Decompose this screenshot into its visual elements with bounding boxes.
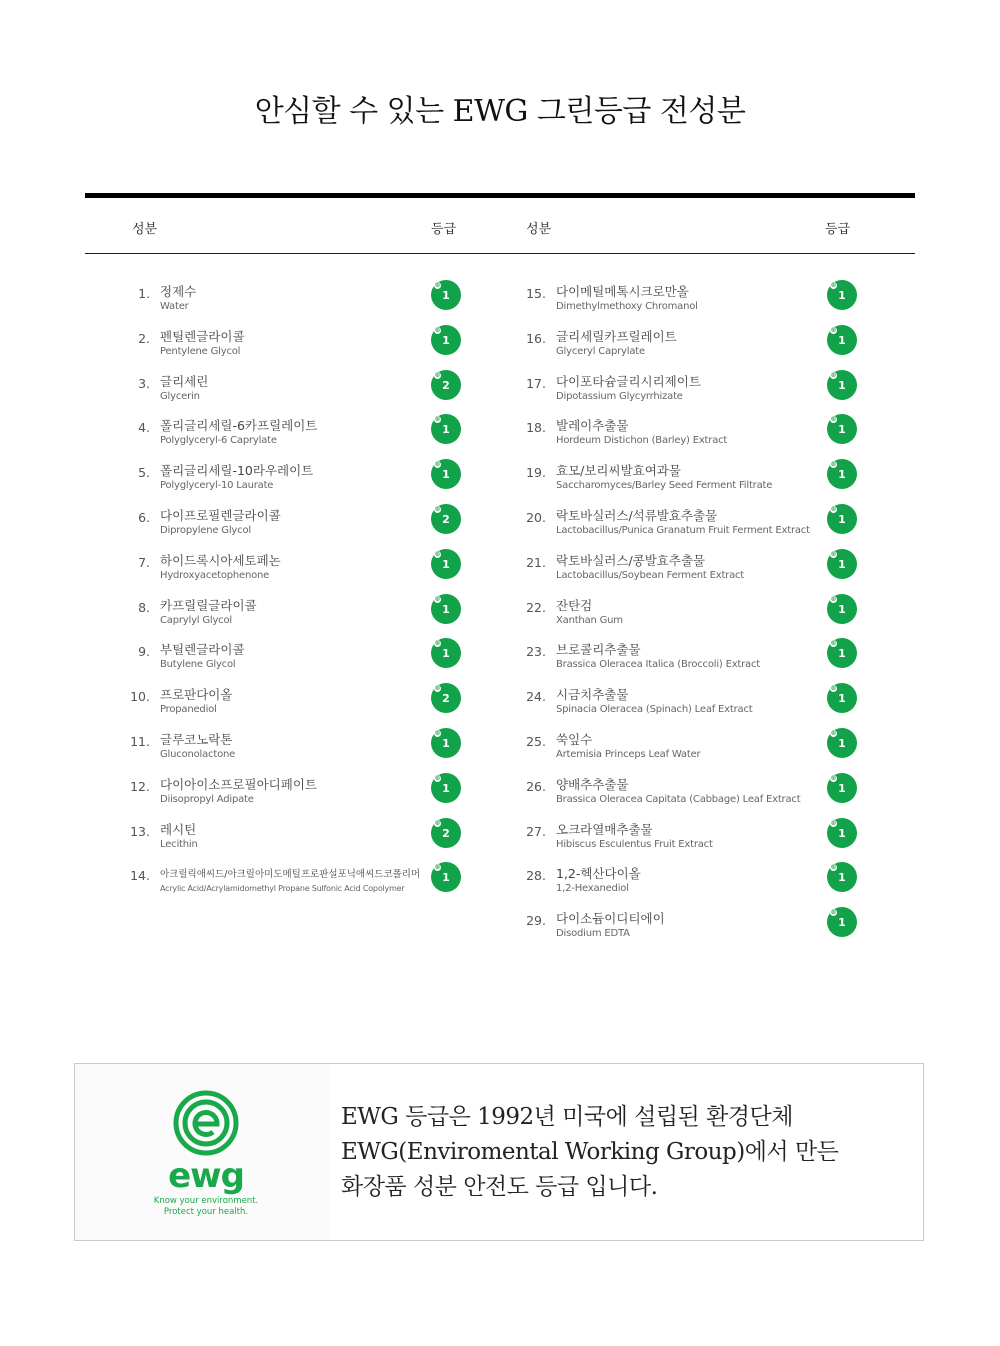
- registered-mark-icon: ®: [434, 461, 441, 469]
- ingredient-list-right: [506, 278, 846, 950]
- ingredient-row: [506, 860, 846, 905]
- registered-mark-icon: ®: [434, 282, 441, 289]
- ingredient-row: [506, 457, 846, 502]
- ewg-grade-badge: [431, 414, 461, 444]
- ingredient-row: [110, 726, 450, 771]
- ewg-grade-badge: [827, 683, 857, 713]
- registered-mark-icon: ®: [434, 864, 441, 872]
- ingredient-number: 2.: [138, 330, 150, 346]
- header-grade-right: 등급: [825, 222, 851, 237]
- ewg-grade-badge: [827, 594, 857, 624]
- ewg-grade-badge: [431, 728, 461, 758]
- ingredient-korean-name: 폴리글리세릴-10라우레이트: [160, 463, 314, 479]
- ewg-tagline: [75, 1196, 337, 1218]
- ewg-grade-badge: [431, 370, 461, 400]
- ewg-grade-value: 1: [838, 781, 846, 795]
- ewg-description-line: EWG 등급은 1992년 미국에 설립된 환경단체: [341, 1104, 793, 1130]
- registered-mark-icon: ®: [434, 371, 441, 379]
- ingredient-inci-name: Spinacia Oleracea (Spinach) Leaf Extract: [556, 704, 753, 716]
- ingredient-inci-name: Dimethylmethoxy Chromanol: [556, 301, 698, 312]
- ingredient-row: [506, 681, 846, 726]
- ewg-grade-value: 1: [838, 826, 846, 840]
- ewg-tagline-line: Protect your health.: [163, 1207, 249, 1217]
- ingredient-inci-name: Water: [160, 301, 189, 312]
- ewg-grade-value: 2: [442, 826, 450, 840]
- ewg-grade-value: 2: [442, 378, 450, 392]
- ingredient-inci-name: Saccharomyces/Barley Seed Ferment Filtrate: [556, 480, 773, 492]
- ingredient-korean-name: 발레이추출물: [556, 418, 629, 434]
- ingredient-inci-name: Lactobacillus/Soybean Ferment Extract: [556, 569, 745, 581]
- registered-mark-icon: ®: [434, 416, 441, 424]
- ingredient-inci-name: Caprylyl Glycol: [160, 614, 232, 626]
- ewg-grade-value: 1: [838, 871, 846, 885]
- ewg-logo: [75, 1064, 331, 1240]
- ingredient-row: [506, 412, 846, 457]
- ingredient-number: 25.: [526, 733, 546, 749]
- ewg-e-logo-icon: [173, 1090, 239, 1156]
- ingredient-number: 15.: [526, 286, 546, 301]
- ingredient-row: [110, 323, 450, 368]
- ewg-grade-badge: [431, 504, 461, 534]
- registered-mark-icon: ®: [830, 550, 837, 558]
- ingredient-number: 22.: [526, 599, 546, 615]
- ewg-grade-badge: [827, 728, 857, 758]
- ingredient-row: [110, 636, 450, 681]
- ingredient-korean-name: 1,2-헥산다이올: [556, 866, 641, 882]
- ingredient-number: 8.: [138, 599, 150, 615]
- ingredient-korean-name: 락토바실러스/콩발효추출물: [556, 552, 706, 568]
- ingredient-korean-name: 글루코노락톤: [160, 731, 233, 747]
- page-title: 안심할 수 있는 EWG 그린등급 전성분: [254, 94, 746, 129]
- ewg-grade-badge: [431, 325, 461, 355]
- ingredient-inci-name: Hordeum Distichon (Barley) Extract: [556, 435, 728, 447]
- ingredient-korean-name: 펜틸렌글라이콜: [160, 328, 245, 344]
- ewg-grade-badge: [827, 414, 857, 444]
- ingredient-row: [110, 502, 450, 547]
- ingredient-korean-name: 다이프로필렌글라이콜: [160, 507, 281, 523]
- ingredient-number: 17.: [526, 375, 546, 391]
- ingredient-number: 1.: [138, 286, 150, 301]
- ingredient-row: [110, 860, 450, 905]
- ingredient-row: [506, 592, 846, 637]
- registered-mark-icon: ®: [830, 282, 837, 289]
- ewg-grade-value: 1: [838, 557, 846, 571]
- ewg-grade-badge: [431, 549, 461, 579]
- ingredient-inci-name: Butylene Glycol: [160, 659, 236, 671]
- ingredient-korean-name: 다이메틸메톡시크로만올: [556, 284, 689, 299]
- ingredient-inci-name: Brassica Oleracea Capitata (Cabbage) Leaf Extract: [556, 793, 801, 805]
- ingredient-inci-name: Lactobacillus/Punica Granatum Fruit Ferment Extract: [556, 524, 810, 536]
- ingredient-inci-name: Brassica Oleracea Italica (Broccoli) Extract: [556, 659, 760, 671]
- registered-mark-icon: ®: [830, 819, 837, 827]
- ingredient-list-left: [110, 278, 450, 905]
- header-ingredient-right: 성분: [526, 222, 552, 237]
- ewg-grade-value: 1: [442, 647, 450, 661]
- ingredient-number: 28.: [526, 868, 546, 884]
- ewg-grade-value: 1: [838, 736, 846, 750]
- ewg-grade-badge: [827, 638, 857, 668]
- ewg-grade-badge: [827, 862, 857, 892]
- ewg-grade-badge: [827, 370, 857, 400]
- ingredient-row: [506, 726, 846, 771]
- ingredient-number: 16.: [526, 330, 546, 346]
- ewg-grade-value: 2: [442, 692, 450, 706]
- ingredient-row: [110, 278, 450, 323]
- registered-mark-icon: ®: [434, 505, 441, 513]
- ewg-grade-value: 1: [838, 333, 846, 347]
- ewg-grade-badge: [827, 280, 857, 310]
- ingredient-number: 9.: [138, 644, 150, 660]
- ingredient-inci-name: Hibiscus Esculentus Fruit Extract: [556, 838, 713, 850]
- ingredient-korean-name: 브로콜리추출물: [556, 642, 641, 658]
- ewg-grade-value: 1: [442, 468, 450, 482]
- ewg-grade-value: 1: [838, 602, 846, 616]
- ingredient-korean-name: 정제수: [160, 284, 197, 299]
- ewg-info-box: [74, 1063, 924, 1241]
- ewg-grade-value: 1: [838, 647, 846, 661]
- ingredient-number: 4.: [138, 420, 150, 436]
- ewg-grade-badge: [827, 459, 857, 489]
- ingredient-korean-name: 양배추추출물: [556, 776, 629, 792]
- ewg-grade-badge: [431, 818, 461, 848]
- ingredient-row: [110, 592, 450, 637]
- ingredient-number: 13.: [130, 823, 150, 839]
- ingredient-korean-name: 글리세린: [160, 373, 209, 389]
- ingredient-number: 29.: [526, 913, 546, 929]
- ingredient-inci-name: Hydroxyacetophenone: [160, 569, 270, 581]
- ingredient-number: 19.: [526, 465, 546, 481]
- ewg-grade-badge: [431, 280, 461, 310]
- ewg-grade-badge: [827, 549, 857, 579]
- ewg-grade-value: 1: [838, 289, 846, 302]
- ingredient-row: [506, 771, 846, 816]
- registered-mark-icon: ®: [434, 640, 441, 648]
- ingredient-inci-name: Polyglyceryl-10 Laurate: [160, 480, 274, 492]
- ingredient-number: 10.: [130, 689, 150, 705]
- ewg-grade-badge: [827, 325, 857, 355]
- ingredient-number: 21.: [526, 554, 546, 570]
- ingredient-korean-name: 아크릴릭애씨드/아크릴아미도메틸프로판설포닉애씨드코폴리머: [160, 869, 421, 881]
- ingredient-inci-name: Polyglyceryl-6 Caprylate: [160, 435, 277, 447]
- ingredient-korean-name: 레시틴: [160, 821, 197, 837]
- registered-mark-icon: ®: [434, 729, 441, 737]
- ingredient-inci-name: Dipropylene Glycol: [160, 524, 251, 536]
- registered-mark-icon: ®: [434, 326, 441, 334]
- registered-mark-icon: ®: [830, 371, 837, 379]
- ingredient-row: [506, 547, 846, 592]
- ingredient-inci-name: Dipotassium Glycyrrhizate: [556, 390, 683, 402]
- ingredient-inci-name: Diisopropyl Adipate: [160, 793, 254, 805]
- ingredient-korean-name: 효모/보리씨발효여과물: [556, 463, 681, 479]
- registered-mark-icon: ®: [830, 774, 837, 782]
- table-top-rule: [85, 193, 915, 198]
- ewg-grade-value: 1: [442, 289, 450, 302]
- ingredient-korean-name: 다이소듐이디티에이: [556, 911, 665, 927]
- ingredient-korean-name: 잔탄검: [556, 597, 593, 613]
- ingredient-row: [506, 905, 846, 950]
- ingredient-row: [506, 368, 846, 413]
- ingredient-row: [110, 457, 450, 502]
- ingredient-korean-name: 다이아이소프로필아디페이트: [160, 776, 317, 792]
- ingredient-korean-name: 프로판다이올: [160, 687, 233, 703]
- ingredient-number: 5.: [138, 465, 150, 481]
- ingredient-korean-name: 락토바실러스/석류발효추출물: [556, 507, 718, 523]
- registered-mark-icon: ®: [434, 685, 441, 693]
- ewg-grade-badge: [827, 907, 857, 937]
- ingredient-row: [506, 636, 846, 681]
- ingredient-row: [506, 323, 846, 368]
- ewg-grade-value: 1: [442, 871, 450, 885]
- ingredient-inci-name: Gluconolactone: [160, 748, 236, 760]
- registered-mark-icon: ®: [830, 326, 837, 334]
- ingredient-inci-name: Artemisia Princeps Leaf Water: [556, 748, 701, 760]
- ewg-grade-value: 1: [838, 916, 846, 930]
- registered-mark-icon: ®: [830, 864, 837, 872]
- registered-mark-icon: ®: [830, 595, 837, 603]
- ewg-tagline-line: Know your environment.: [153, 1196, 259, 1206]
- registered-mark-icon: ®: [434, 550, 441, 558]
- ewg-grade-badge: [827, 504, 857, 534]
- ewg-grade-badge: [827, 773, 857, 803]
- registered-mark-icon: ®: [830, 461, 837, 469]
- ewg-wordmark: ewg: [168, 1156, 244, 1196]
- ingredient-inci-name: Lecithin: [160, 838, 198, 850]
- ingredient-korean-name: 다이포타슘글리시리제이트: [556, 373, 701, 389]
- ingredient-inci-name: 1,2-Hexanediol: [556, 883, 629, 895]
- ewg-grade-value: 1: [442, 423, 450, 437]
- ingredient-number: 26.: [526, 778, 546, 794]
- ingredient-korean-name: 폴리글리세릴-6카프릴레이트: [160, 418, 318, 434]
- ewg-grade-badge: [431, 773, 461, 803]
- ingredient-inci-name: Glycerin: [160, 390, 200, 402]
- ingredient-number: 18.: [526, 420, 546, 436]
- ingredient-row: [110, 368, 450, 413]
- ingredient-number: 7.: [138, 554, 150, 570]
- ewg-grade-badge: [431, 683, 461, 713]
- ingredient-row: [110, 771, 450, 816]
- header-grade-left: 등급: [431, 222, 457, 237]
- ingredient-inci-name: Xanthan Gum: [556, 614, 623, 626]
- ingredient-korean-name: 쑥잎수: [556, 731, 593, 747]
- ewg-grade-value: 1: [838, 468, 846, 482]
- registered-mark-icon: ®: [434, 819, 441, 827]
- ewg-description-line: EWG(Enviromental Working Group)에서 만든: [341, 1139, 839, 1165]
- ingredient-number: 24.: [526, 689, 546, 705]
- registered-mark-icon: ®: [830, 729, 837, 737]
- ingredient-inci-name: Glyceryl Caprylate: [556, 345, 645, 357]
- ewg-description: [341, 1100, 838, 1205]
- table-header-rule: [85, 253, 915, 254]
- registered-mark-icon: ®: [830, 416, 837, 424]
- ingredient-number: 23.: [526, 644, 546, 660]
- registered-mark-icon: ®: [830, 640, 837, 648]
- ewg-grade-value: 1: [442, 602, 450, 616]
- ingredient-inci-name: Propanediol: [160, 704, 217, 716]
- ewg-grade-value: 2: [442, 512, 450, 526]
- ingredient-number: 27.: [526, 823, 546, 839]
- ingredient-row: [506, 502, 846, 547]
- ingredient-row: [110, 681, 450, 726]
- ewg-grade-value: 1: [442, 736, 450, 750]
- ingredient-inci-name: Acrylic Acid/Acrylamidomethyl Propane Sulfonic Acid Copolymer: [160, 884, 405, 894]
- registered-mark-icon: ®: [830, 685, 837, 693]
- ingredient-korean-name: 글리세릴카프릴레이트: [556, 328, 677, 344]
- ewg-grade-badge: [827, 818, 857, 848]
- ingredient-row: [506, 278, 846, 323]
- registered-mark-icon: ®: [434, 774, 441, 782]
- ingredient-number: 20.: [526, 509, 546, 525]
- ingredient-row: [506, 816, 846, 861]
- registered-mark-icon: ®: [830, 505, 837, 513]
- ewg-grade-value: 1: [442, 781, 450, 795]
- ingredient-inci-name: Pentylene Glycol: [160, 345, 241, 357]
- ingredient-number: 12.: [130, 778, 150, 794]
- ewg-grade-badge: [431, 594, 461, 624]
- ingredient-row: [110, 412, 450, 457]
- ingredient-korean-name: 오크라열매추출물: [556, 821, 653, 837]
- ewg-grade-badge: [431, 862, 461, 892]
- ewg-grade-value: 1: [838, 378, 846, 392]
- ewg-grade-value: 1: [442, 333, 450, 347]
- ingredient-number: 6.: [138, 509, 150, 525]
- ingredient-korean-name: 하이드록시아세토페논: [160, 552, 281, 568]
- ewg-description-line: 화장품 성분 안전도 등급 입니다.: [341, 1174, 658, 1200]
- ewg-grade-value: 1: [838, 512, 846, 526]
- ingredient-number: 11.: [130, 733, 150, 749]
- ewg-grade-value: 1: [442, 557, 450, 571]
- header-ingredient-left: 성분: [132, 222, 158, 237]
- registered-mark-icon: ®: [434, 595, 441, 603]
- ingredient-korean-name: 부틸렌글라이콜: [160, 642, 245, 658]
- ingredient-inci-name: Disodium EDTA: [556, 928, 630, 940]
- ingredient-korean-name: 카프릴릴글라이콜: [160, 597, 257, 613]
- ewg-grade-badge: [431, 638, 461, 668]
- ewg-grade-badge: [431, 459, 461, 489]
- ingredient-korean-name: 시금치추출물: [556, 687, 629, 703]
- ingredient-row: [110, 547, 450, 592]
- registered-mark-icon: ®: [830, 909, 837, 917]
- ewg-grade-value: 1: [838, 692, 846, 706]
- ingredient-number: 14.: [130, 868, 150, 884]
- ingredient-number: 3.: [138, 375, 150, 391]
- ingredient-row: [110, 816, 450, 861]
- ewg-grade-value: 1: [838, 423, 846, 437]
